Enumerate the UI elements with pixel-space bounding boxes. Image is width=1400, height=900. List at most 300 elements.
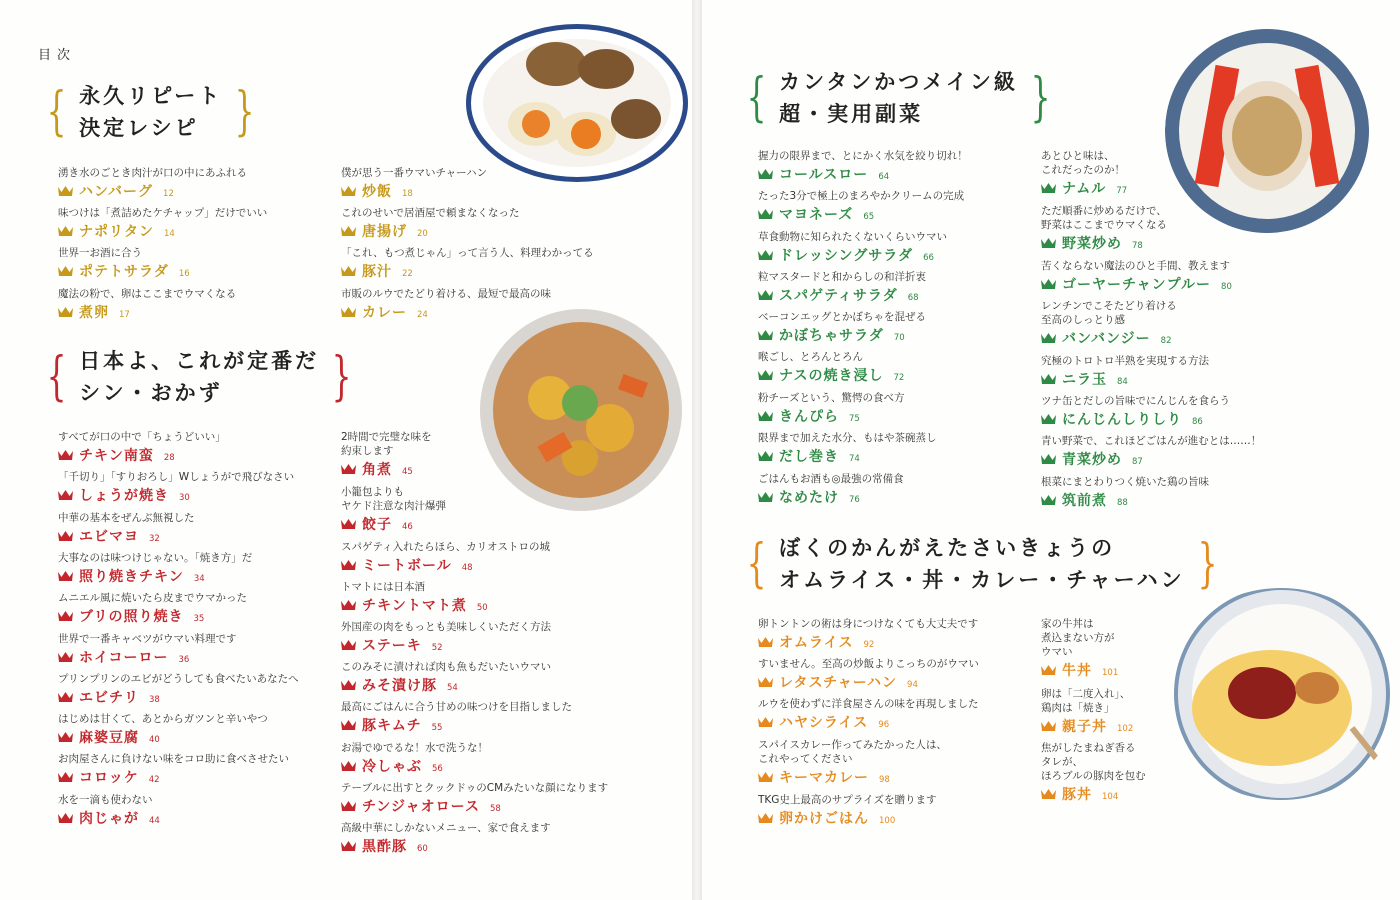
crown-icon	[341, 680, 356, 690]
toc-entry[interactable]	[58, 430, 358, 465]
entry-description: トマトには日本酒	[341, 581, 425, 593]
toc-entry[interactable]	[758, 431, 1058, 466]
toc-entry[interactable]	[341, 781, 661, 816]
entry-page-number: 68	[907, 293, 919, 303]
crown-icon	[758, 772, 773, 782]
crown-icon	[758, 451, 773, 461]
crown-icon	[341, 841, 356, 851]
entry-title: ニラ玉	[1062, 372, 1107, 388]
entry-page-number: 82	[1160, 336, 1172, 346]
entry-title: 青菜炒め	[1062, 452, 1122, 468]
entry-title: エビマヨ	[79, 529, 139, 545]
entry-description: 限界まで加えた水分、もはや茶碗蒸し	[758, 432, 937, 444]
entry-title: 黒酢豚	[362, 839, 407, 855]
entry-page-number: 76	[849, 495, 860, 505]
entry-title: ドレッシングサラダ	[779, 248, 914, 264]
entry-page-number: 94	[907, 680, 918, 690]
entry-title: ハンバーグ	[79, 184, 154, 200]
toc-entry[interactable]	[341, 246, 661, 281]
entry-page-number: 44	[149, 816, 160, 826]
entry-page-number: 45	[402, 467, 413, 477]
toc-entry[interactable]	[341, 620, 661, 655]
entry-title-line	[341, 302, 661, 322]
toc-entry[interactable]	[58, 166, 358, 201]
toc-entry[interactable]	[58, 470, 358, 505]
entry-title: 筑前煮	[1062, 493, 1107, 509]
entry-title-line	[341, 756, 661, 776]
entry-title-line	[758, 446, 1058, 466]
entry-description: 市販のルウでたどり着ける、最短で最高の味	[341, 288, 551, 300]
entry-title-line	[341, 675, 661, 695]
entry-page-number: 100	[879, 816, 896, 826]
toc-entry[interactable]	[341, 580, 661, 615]
entry-description: ただ順番に炒めるだけで、 野菜はここまでウマくなる	[1041, 205, 1167, 231]
toc-entry[interactable]	[1041, 741, 1281, 804]
toc-entry[interactable]	[58, 287, 358, 322]
entry-title: チキントマト煮	[362, 598, 467, 614]
entry-description: 大事なのは味つけじゃない。「焼き方」だ	[58, 552, 253, 564]
crown-icon	[58, 307, 73, 317]
toc-entry[interactable]	[341, 287, 661, 322]
entry-title: キーマカレー	[779, 770, 869, 786]
entry-title: 肉じゃが	[79, 811, 139, 827]
entry-page-number: 14	[164, 229, 175, 239]
crown-icon	[758, 250, 773, 260]
toc-entry[interactable]	[758, 617, 1058, 652]
entry-title-line	[1041, 274, 1281, 294]
entry-description: 苦くならない魔法のひと手間、教えます	[1041, 260, 1230, 272]
entry-title-line	[758, 365, 1058, 385]
entry-page-number: 66	[923, 253, 934, 263]
crown-icon	[58, 531, 73, 541]
toc-entry[interactable]	[1041, 394, 1281, 429]
entry-description: すべてが口の中で「ちょうどいい」	[58, 431, 226, 443]
toc-entry[interactable]	[341, 660, 661, 695]
entry-title-line	[58, 606, 358, 626]
toc-entry[interactable]	[58, 632, 358, 667]
crown-icon	[58, 186, 73, 196]
toc-entry[interactable]	[758, 310, 1058, 345]
entry-title: ハヤシライス	[779, 715, 869, 731]
entry-title: マヨネーズ	[779, 207, 854, 223]
crown-icon	[1041, 374, 1056, 384]
entry-page-number: 77	[1116, 186, 1128, 196]
crown-icon	[758, 370, 773, 380]
crown-icon	[1041, 333, 1056, 343]
toc-entry[interactable]	[758, 472, 1058, 507]
entry-description: 最高にごはんに合う甘めの味つけを目指しました	[341, 701, 572, 713]
toc-entry[interactable]	[758, 189, 1058, 224]
crown-icon	[341, 801, 356, 811]
entry-title-line	[58, 221, 358, 241]
entry-title-line	[758, 672, 1058, 692]
section-heading-shin-okazu: { 日本よ、これが定番だ シン・おかず }	[46, 347, 352, 407]
entry-title: レタスチャーハン	[779, 675, 898, 691]
entry-description: 粉チーズという、驚愕の食べ方	[758, 392, 905, 404]
toc-entry[interactable]	[58, 712, 358, 747]
crown-icon	[1041, 495, 1056, 505]
entry-description: 卵は「二度入れ」、 鶏肉は「焼き」	[1041, 688, 1131, 714]
entry-description: 根菜にまとわりつく焼いた鶏の旨味	[1041, 476, 1209, 488]
entry-title-line	[58, 485, 358, 505]
toc-entry[interactable]	[758, 270, 1058, 305]
entry-description: スパイスカレー作ってみたかった人は、 これやってください	[758, 739, 947, 765]
entry-title-line	[341, 836, 661, 856]
entry-description: プリンプリンのエビがどうしても食べたいあなたへ	[58, 673, 299, 685]
entry-title: だし巻き	[779, 449, 839, 465]
entry-title: 牛丼	[1062, 663, 1092, 679]
entry-page-number: 22	[402, 269, 413, 279]
entry-description: ルウを使わずに洋食屋さんの味を再現しました	[758, 698, 979, 710]
entry-title: みそ漬け豚	[362, 678, 437, 694]
entry-title: 餃子	[362, 517, 392, 533]
entry-title: 親子丼	[1062, 719, 1107, 735]
entry-title-line	[341, 514, 661, 534]
entry-page-number: 28	[163, 453, 175, 463]
entry-description: はじめは甘くて、あとからガツンと辛いやつ	[58, 713, 268, 725]
toc-entry[interactable]	[1041, 149, 1281, 198]
entry-title-line	[341, 715, 661, 735]
entry-page-number: 54	[447, 683, 458, 693]
entry-title: 豚汁	[362, 264, 392, 280]
toc-entry[interactable]	[58, 752, 358, 787]
entry-description: 湧き水のごとき肉汁が口の中にあふれる	[58, 167, 247, 179]
left-bracket-ornament: {	[746, 534, 767, 594]
entry-title-line	[341, 555, 661, 575]
entry-title: ステーキ	[362, 638, 422, 654]
entry-page-number: 50	[476, 603, 488, 613]
entry-description: 水を一滴も使わない	[58, 794, 153, 806]
crown-icon	[758, 330, 773, 340]
entry-description: 粒マスタードと和からしの和洋折衷	[758, 271, 926, 283]
toc-entry[interactable]	[1041, 475, 1281, 510]
toc-entry[interactable]	[341, 485, 661, 534]
entry-title-line	[58, 687, 358, 707]
crown-icon	[341, 600, 356, 610]
toc-entry[interactable]	[58, 672, 358, 707]
toc-entry[interactable]	[58, 206, 358, 241]
entry-title: ミートボール	[362, 558, 452, 574]
entry-description: 世界一お酒に合う	[58, 247, 142, 259]
entry-title: コールスロー	[779, 167, 869, 183]
entry-title-line	[58, 727, 358, 747]
entry-page-number: 30	[179, 493, 190, 503]
entry-title-line	[58, 767, 358, 787]
entry-page-number: 70	[893, 333, 905, 343]
toc-entry[interactable]	[1041, 354, 1281, 389]
entry-description: 魔法の粉で、卵はここまでウマくなる	[58, 288, 237, 300]
toc-entry[interactable]	[58, 591, 358, 626]
entry-page-number: 86	[1192, 417, 1203, 427]
entry-title: 角煮	[362, 462, 392, 478]
entry-page-number: 87	[1132, 457, 1143, 467]
entry-title-line	[58, 647, 358, 667]
entry-page-number: 56	[432, 764, 443, 774]
entry-page-number: 55	[431, 723, 443, 733]
entry-description: 僕が思う一番ウマいチャーハン	[341, 167, 488, 179]
crown-icon	[341, 226, 356, 236]
entry-title-line	[341, 221, 661, 241]
toc-entry[interactable]	[341, 741, 661, 776]
toc-entry[interactable]	[341, 206, 661, 241]
entry-description: 外国産の肉をもっとも美味しくいただく方法	[341, 621, 551, 633]
entry-title-line	[1041, 660, 1281, 680]
book-gutter	[692, 0, 702, 900]
entry-title: なめたけ	[779, 490, 839, 506]
entry-description: すいません。至高の炒飯よりこっちのがウマい	[758, 658, 979, 670]
entry-page-number: 24	[417, 310, 428, 320]
crown-icon	[58, 772, 73, 782]
entry-title-line	[58, 181, 358, 201]
crown-icon	[758, 717, 773, 727]
crown-icon	[758, 677, 773, 687]
entry-description: 草食動物に知られたくないくらいウマい	[758, 231, 947, 243]
entry-title: 豚キムチ	[362, 718, 422, 734]
crown-icon	[341, 307, 356, 317]
crown-icon	[1041, 721, 1056, 731]
entry-page-number: 78	[1132, 241, 1143, 251]
toc-entry[interactable]	[58, 246, 358, 281]
entry-description: お湯でゆでるな！水で洗うな！	[341, 742, 488, 754]
crown-icon	[58, 732, 73, 742]
entry-title-line	[58, 566, 358, 586]
left-bracket-ornament: {	[746, 68, 767, 128]
left-bracket-ornament: {	[46, 82, 67, 142]
entry-title-line	[1041, 369, 1281, 389]
toc-entry[interactable]	[1041, 259, 1281, 294]
crown-icon	[758, 169, 773, 179]
crown-icon	[1041, 789, 1056, 799]
toc-entry[interactable]	[758, 793, 1058, 828]
entry-description: 味つけは「煮詰めたケチャップ」だけでいい	[58, 207, 268, 219]
entry-title-line	[341, 796, 661, 816]
entry-description: これのせいで居酒屋で頼まなくなった	[341, 207, 520, 219]
entry-description: 卵トントンの術は身につけなくても大丈夫です	[758, 618, 979, 630]
entry-page-number: 17	[119, 310, 130, 320]
entry-title-line	[758, 712, 1058, 732]
toc-entry[interactable]	[341, 700, 661, 735]
entry-page-number: 92	[863, 640, 875, 650]
crown-icon	[341, 464, 356, 474]
entry-title: 冷しゃぶ	[362, 759, 422, 775]
entry-page-number: 40	[149, 735, 160, 745]
toc-entry[interactable]	[341, 540, 661, 575]
crown-icon	[58, 266, 73, 276]
toc-entry[interactable]	[1041, 434, 1281, 469]
entry-title-line	[758, 406, 1058, 426]
crown-icon	[341, 519, 356, 529]
entry-page-number: 46	[402, 522, 413, 532]
toc-entry[interactable]	[1041, 299, 1281, 348]
entry-title-line	[758, 164, 1058, 184]
entry-title: にんじんしりしり	[1062, 412, 1182, 428]
entry-title: 麻婆豆腐	[79, 730, 139, 746]
entry-description: テーブルに出すとクックドゥのCMみたいな顔になります	[341, 782, 609, 794]
entry-title-line	[1041, 784, 1281, 804]
crown-icon	[58, 611, 73, 621]
crown-icon	[1041, 279, 1056, 289]
entry-description: 高級中華にしかないメニュー、家で食えます	[341, 822, 551, 834]
entry-description: ムニエル風に焼いたら皮までウマかった	[58, 592, 247, 604]
entry-title: ナポリタン	[79, 224, 154, 240]
toc-entry[interactable]	[1041, 204, 1281, 253]
crown-icon	[341, 720, 356, 730]
entry-description: あとひと味は、 これだったのか！	[1041, 150, 1125, 176]
entry-title: きんぴら	[779, 409, 839, 425]
entry-title: 卵かけごはん	[779, 811, 869, 827]
entry-description: ベーコンエッグとかぼちゃを混ぜる	[758, 311, 926, 323]
entry-description: 世界で一番キャベツがウマい料理です	[58, 633, 237, 645]
crown-icon	[758, 290, 773, 300]
section-heading-omurice-don: { ぼくのかんがえたさいきょうの オムライス・丼・カレー・チャーハン }	[746, 534, 1218, 594]
crown-icon	[58, 571, 73, 581]
entry-page-number: 20	[417, 229, 428, 239]
entry-title: かぼちゃサラダ	[779, 328, 884, 344]
entry-page-number: 80	[1221, 282, 1232, 292]
entry-page-number: 12	[163, 189, 174, 199]
toc-entry[interactable]	[758, 230, 1058, 265]
entry-page-number: 52	[431, 643, 443, 653]
toc-entry[interactable]	[758, 657, 1058, 692]
entry-title-line	[1041, 178, 1281, 198]
entry-title: 野菜炒め	[1062, 236, 1122, 252]
entry-title: 照り焼きチキン	[79, 569, 184, 585]
entry-page-number: 58	[489, 804, 501, 814]
photo-ni-tamago	[466, 24, 688, 182]
entry-description: ツナ缶とだしの旨味でにんじんを食らう	[1041, 395, 1230, 407]
toc-entry[interactable]	[58, 551, 358, 586]
entry-description: スパゲティ入れたらほら、カリオストロの城	[341, 541, 550, 553]
entry-page-number: 74	[849, 454, 860, 464]
toc-entry[interactable]	[758, 738, 1058, 787]
entry-title-line	[1041, 716, 1281, 736]
entry-page-number: 48	[461, 563, 473, 573]
crown-icon	[341, 640, 356, 650]
entry-description: 究極のトロトロ半熟を実現する方法	[1041, 355, 1209, 367]
entry-description: レンチンでこそたどり着ける 至高のしっとり感	[1041, 300, 1177, 326]
entry-title-line	[758, 487, 1058, 507]
entry-title-line	[758, 767, 1058, 787]
entry-description: 中華の基本をぜんぶ無視した	[58, 512, 195, 524]
entry-title-line	[758, 808, 1058, 828]
crown-icon	[341, 266, 356, 276]
crown-icon	[341, 761, 356, 771]
entry-title-line	[341, 595, 661, 615]
entry-description: 焦がしたまねぎ香る タレが、 ほろブルの豚肉を包む	[1041, 742, 1146, 782]
entry-page-number: 16	[178, 269, 190, 279]
entry-title: ナスの焼き浸し	[779, 368, 884, 384]
entry-description: 2時間で完璧な味を 約束します	[341, 431, 432, 457]
entry-page-number: 60	[417, 844, 428, 854]
toc-entry[interactable]	[758, 697, 1058, 732]
entry-page-number: 104	[1102, 792, 1119, 802]
crown-icon	[1041, 414, 1056, 424]
toc-entry[interactable]	[1041, 617, 1281, 680]
entry-title: しょうが焼き	[79, 488, 169, 504]
entry-page-number: 96	[878, 720, 890, 730]
entry-title-line	[1041, 328, 1281, 348]
entry-page-number: 75	[849, 414, 860, 424]
entry-page-number: 101	[1102, 668, 1119, 678]
crown-icon	[758, 637, 773, 647]
entry-title-line	[758, 204, 1058, 224]
entry-page-number: 65	[863, 212, 875, 222]
entry-description: このみそに漬ければ肉も魚もだいたいウマい	[341, 661, 551, 673]
crown-icon	[758, 411, 773, 421]
entry-title-line	[758, 325, 1058, 345]
crown-icon	[58, 226, 73, 236]
entry-page-number: 42	[148, 775, 160, 785]
toc-entry[interactable]	[1041, 687, 1281, 736]
entry-page-number: 32	[149, 534, 160, 544]
entry-title-line	[1041, 490, 1281, 510]
entry-description: TKG史上最高のサプライズを贈ります	[758, 794, 937, 806]
crown-icon	[1041, 238, 1056, 248]
crown-icon	[58, 450, 73, 460]
entry-title-line	[341, 261, 661, 281]
entry-description: たった3分で極上のまろやかクリームの完成	[758, 190, 965, 202]
entry-title-line	[758, 285, 1058, 305]
toc-entry[interactable]	[758, 391, 1058, 426]
entry-title: ゴーヤーチャンプルー	[1062, 277, 1212, 293]
crown-icon	[58, 490, 73, 500]
entry-title-line	[1041, 409, 1281, 429]
entry-title-line	[341, 459, 661, 479]
entry-page-number: 98	[879, 775, 890, 785]
entry-title: コロッケ	[79, 770, 139, 786]
entry-page-number: 84	[1117, 377, 1128, 387]
right-bracket-ornament: }	[1197, 534, 1218, 594]
entry-title-line	[58, 526, 358, 546]
entry-title: ブリの照り焼き	[79, 609, 184, 625]
toc-entry[interactable]	[341, 821, 661, 856]
entry-title-line	[1041, 233, 1281, 253]
entry-title: ナムル	[1062, 181, 1107, 197]
photo-nikujaga	[470, 308, 692, 513]
entry-description: 小籠包よりも ヤケド注意な肉汁爆弾	[341, 486, 446, 512]
entry-description: 握力の限界まで、とにかく水気を絞り切れ！	[758, 150, 968, 162]
toc-entry[interactable]	[58, 793, 358, 828]
entry-title: バンバンジー	[1062, 331, 1151, 347]
right-bracket-ornament: }	[331, 347, 352, 407]
crown-icon	[58, 813, 73, 823]
entry-title: 炒飯	[362, 184, 392, 200]
toc-entry[interactable]	[758, 350, 1058, 385]
entry-description: ごはんもお酒も◎最強の常備食	[758, 473, 904, 485]
toc-label: 目次	[38, 48, 77, 63]
crown-icon	[758, 813, 773, 823]
toc-entry[interactable]	[341, 166, 661, 201]
entry-title: エビチリ	[79, 690, 139, 706]
entry-description: 青い野菜で、これほどごはんが進むとは……！	[1041, 435, 1262, 447]
entry-page-number: 34	[193, 574, 205, 584]
toc-entry[interactable]	[341, 430, 661, 479]
entry-page-number: 36	[178, 655, 190, 665]
entry-page-number: 35	[193, 614, 205, 624]
entry-title: ホイコーロー	[79, 650, 169, 666]
toc-entry[interactable]	[758, 149, 1058, 184]
entry-page-number: 18	[402, 189, 413, 199]
entry-title-line	[58, 808, 358, 828]
toc-entry[interactable]	[58, 511, 358, 546]
entry-description: 家の牛丼は 煮込まない方が ウマい	[1041, 618, 1115, 658]
entry-title: 煮卵	[79, 305, 109, 321]
crown-icon	[758, 492, 773, 502]
crown-icon	[341, 560, 356, 570]
entry-page-number: 102	[1117, 724, 1134, 734]
entry-title-line	[758, 245, 1058, 265]
entry-title-line	[58, 261, 358, 281]
